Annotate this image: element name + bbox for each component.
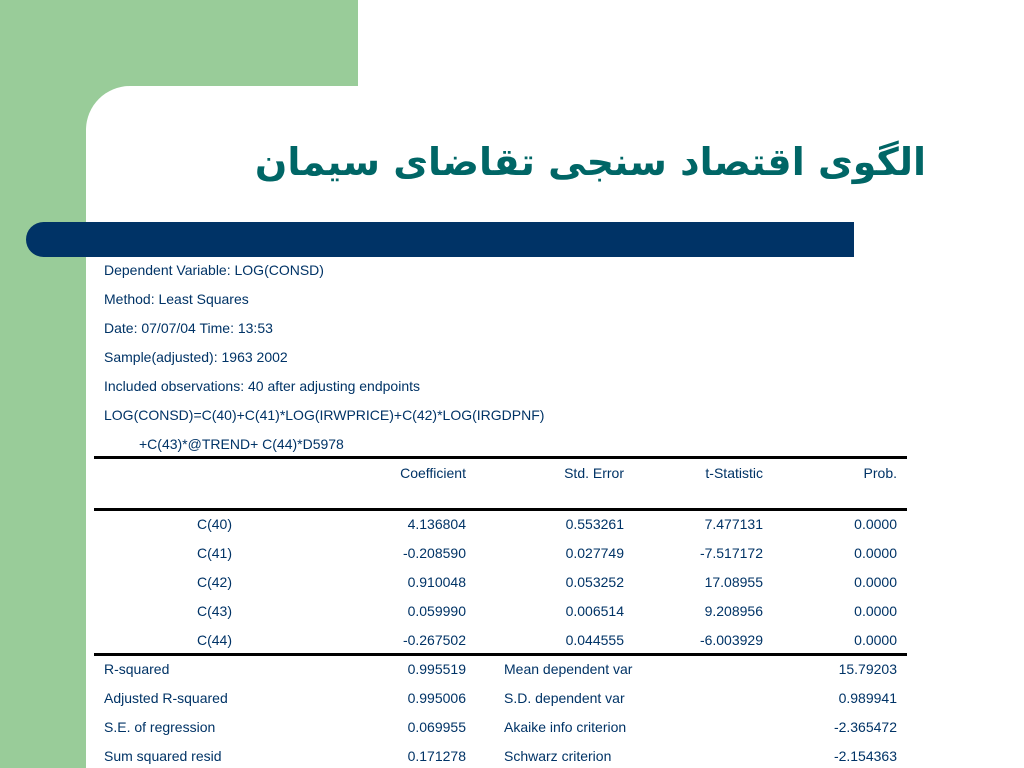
row-t-statistic: 9.208956 (704, 603, 763, 619)
stat-label-2: Akaike info criterion (504, 719, 627, 735)
row-coefficient: 4.136804 (407, 516, 466, 532)
row-variable: C(40) (196, 516, 232, 532)
row-t-statistic: -6.003929 (699, 632, 763, 648)
stat-value: 0.995519 (407, 661, 466, 677)
row-variable: C(43) (196, 603, 232, 619)
stat-label: Sum squared resid (104, 748, 222, 764)
row-prob: 0.0000 (854, 632, 897, 648)
header-prob: Prob. (863, 465, 897, 481)
row-prob: 0.0000 (854, 574, 897, 590)
stat-label-2: S.D. dependent var (504, 690, 625, 706)
method-line: Method: Least Squares (104, 291, 249, 307)
stat-value-2: -2.154363 (833, 748, 897, 764)
stat-value: 0.069955 (407, 719, 466, 735)
row-std-error: 0.006514 (565, 603, 624, 619)
row-t-statistic: 7.477131 (704, 516, 763, 532)
stat-label: R-squared (104, 661, 170, 677)
row-coefficient: -0.267502 (402, 632, 466, 648)
header-std-error: Std. Error (564, 465, 624, 481)
stat-value: 0.995006 (407, 690, 466, 706)
row-prob: 0.0000 (854, 516, 897, 532)
stat-value-2: -2.365472 (833, 719, 897, 735)
slide-title: الگوی اقتصاد سنجی تقاضای سیمان (254, 140, 926, 184)
stat-label: Adjusted R-squared (104, 690, 228, 706)
row-prob: 0.0000 (854, 545, 897, 561)
stat-value: 0.171278 (407, 748, 466, 764)
row-t-statistic: -7.517172 (699, 545, 763, 561)
stat-label: S.E. of regression (104, 719, 216, 735)
stat-value-2: 15.79203 (838, 661, 897, 677)
table-header-rule (94, 508, 907, 511)
dependent-variable-line: Dependent Variable: LOG(CONSD) (104, 262, 324, 278)
title-underline-bar (26, 222, 854, 257)
stat-label-2: Schwarz criterion (504, 748, 612, 764)
row-std-error: 0.053252 (565, 574, 624, 590)
row-variable: C(41) (196, 545, 232, 561)
row-std-error: 0.044555 (565, 632, 624, 648)
header-coefficient: Coefficient (400, 465, 466, 481)
stat-value-2: 0.989941 (838, 690, 897, 706)
date-time-line: Date: 07/07/04 Time: 13:53 (104, 320, 273, 336)
equation-line-1: LOG(CONSD)=C(40)+C(41)*LOG(IRWPRICE)+C(42)*LOG(IRGDPNF) (104, 407, 545, 423)
table-stats-rule (94, 653, 907, 656)
row-t-statistic: 17.08955 (704, 574, 763, 590)
row-variable: C(42) (196, 574, 232, 590)
row-std-error: 0.027749 (565, 545, 624, 561)
header-t-statistic: t-Statistic (705, 465, 763, 481)
sample-line: Sample(adjusted): 1963 2002 (104, 349, 288, 365)
row-prob: 0.0000 (854, 603, 897, 619)
table-top-rule (94, 456, 907, 459)
row-std-error: 0.553261 (565, 516, 624, 532)
observations-line: Included observations: 40 after adjusting endpoints (104, 378, 420, 394)
stat-label-2: Mean dependent var (504, 661, 633, 677)
equation-line-2: +C(43)*@TREND+ C(44)*D5978 (139, 436, 344, 452)
row-coefficient: 0.910048 (407, 574, 466, 590)
row-coefficient: -0.208590 (402, 545, 466, 561)
row-coefficient: 0.059990 (407, 603, 466, 619)
row-variable: C(44) (196, 632, 232, 648)
